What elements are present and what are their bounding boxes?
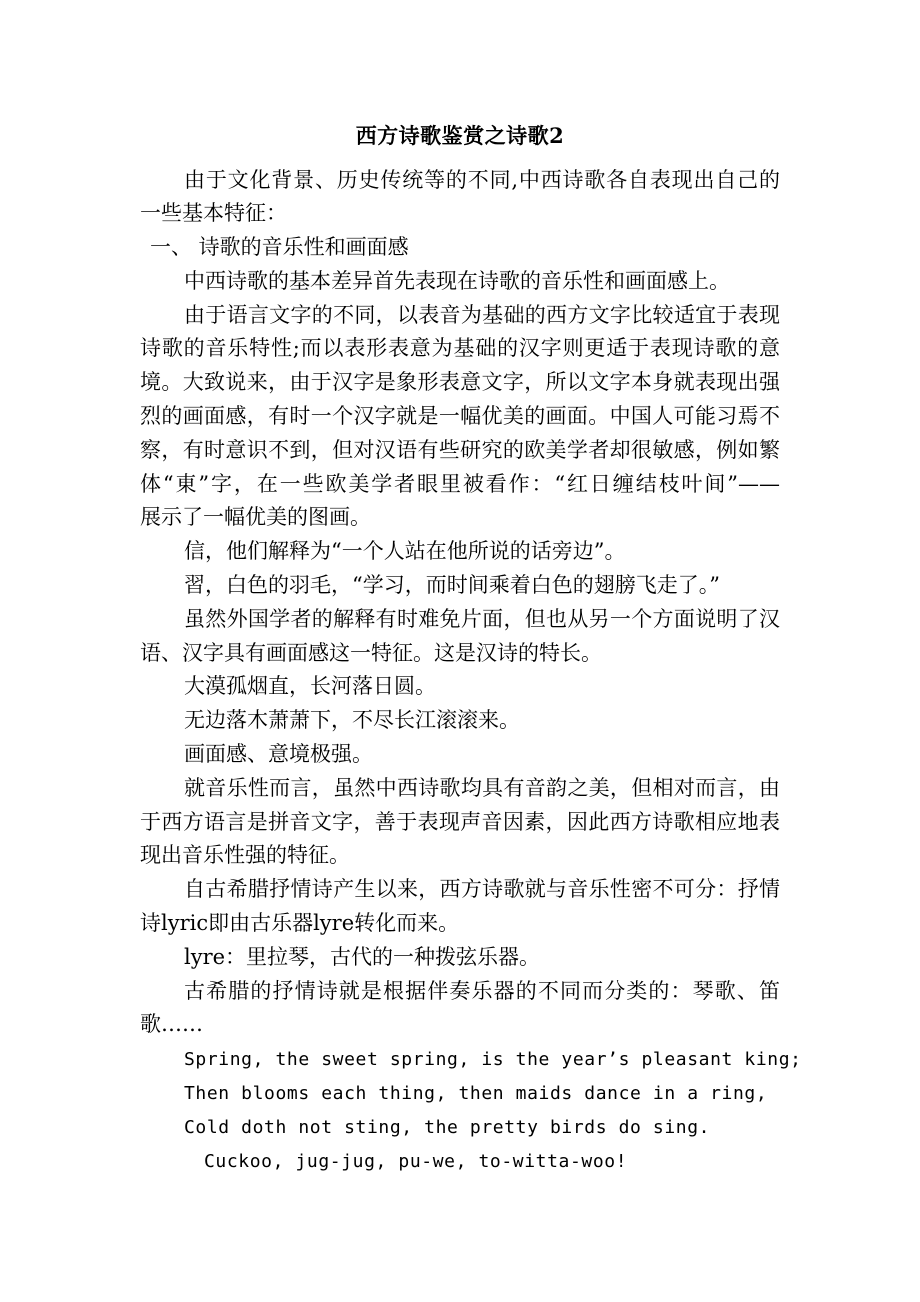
english-poem-line: Spring, the sweet spring, is the year’s pleasant king; [184, 1049, 802, 1070]
english-poem-line: Cuckoo, jug-jug, pu-we, to-witta-woo! [204, 1151, 628, 1172]
poem-line: 大漠孤烟直，长河落日圆。 [184, 674, 436, 698]
paragraph-line: 语、汉字具有画面感这一特征。这是汉诗的特长。 [140, 641, 602, 665]
paragraph-line: 境。大致说来，由于汉字是象形表意文字，所以文字本身就表现出强 [140, 370, 780, 394]
paragraph-line: 由于语言文字的不同，以表音为基础的西方文字比较适宜于表现 [184, 303, 780, 327]
paragraph-line: 習，白色的羽毛，“学习，而时间乘着白色的翅膀飞走了。” [184, 573, 720, 597]
paragraph-line: 诗歌的音乐特性;而以表形表意为基础的汉字则更适于表现诗歌的意 [140, 336, 780, 360]
paragraph-line: 现出音乐性强的特征。 [140, 843, 350, 867]
paragraph-line: 一些基本特征： [140, 201, 287, 225]
paragraph-line: 烈的画面感，有时一个汉字就是一幅优美的画面。中国人可能习焉不 [140, 404, 780, 428]
paragraph-line: 展示了一幅优美的图画。 [140, 505, 371, 529]
paragraph-line: lyre：里拉琴，古代的一种拨弦乐器。 [184, 945, 541, 969]
paragraph-line: 由于文化背景、历史传统等的不同,中西诗歌各自表现出自己的 [184, 168, 780, 192]
paragraph-line: 中西诗歌的基本差异首先表现在诗歌的音乐性和画面感上。 [184, 269, 730, 293]
paragraph-line: 信，他们解释为“一个人站在他所说的话旁边”。 [184, 539, 626, 563]
paragraph-line: 诗lyric即由古乐器lyre转化而来。 [140, 911, 460, 935]
document-title: 西方诗歌鉴赏之诗歌2 [355, 123, 565, 148]
paragraph-line: 自古希腊抒情诗产生以来，西方诗歌就与音乐性密不可分：抒情 [184, 877, 780, 901]
paragraph-line: 画面感、意境极强。 [184, 742, 373, 766]
paragraph-line: 察，有时意识不到，但对汉语有些研究的欧美学者却很敏感，例如繁 [140, 438, 780, 462]
paragraph-line: 虽然外国学者的解释有时难免片面，但也从另一个方面说明了汉 [184, 607, 780, 631]
paragraph-line: 体“東”字，在一些欧美学者眼里被看作：“红日缠结枝叶间”—— [140, 472, 780, 496]
poem-line: 无边落木萧萧下，不尽长江滚滚来。 [184, 708, 520, 732]
english-poem-line: Cold doth not sting, the pretty birds do sing. [184, 1117, 711, 1138]
paragraph-line: 于西方语言是拼音文字，善于表现声音因素，因此西方诗歌相应地表 [140, 810, 780, 834]
paragraph-line: 古希腊的抒情诗就是根据伴奏乐器的不同而分类的：琴歌、笛 [184, 979, 780, 1003]
paragraph-line: 就音乐性而言，虽然中西诗歌均具有音韵之美，但相对而言，由 [184, 776, 780, 800]
paragraph-line: 歌…… [140, 1012, 203, 1036]
english-poem-line: Then blooms each thing, then maids dance in a ring, [184, 1083, 768, 1104]
section-heading: 一、 诗歌的音乐性和画面感 [150, 235, 409, 259]
